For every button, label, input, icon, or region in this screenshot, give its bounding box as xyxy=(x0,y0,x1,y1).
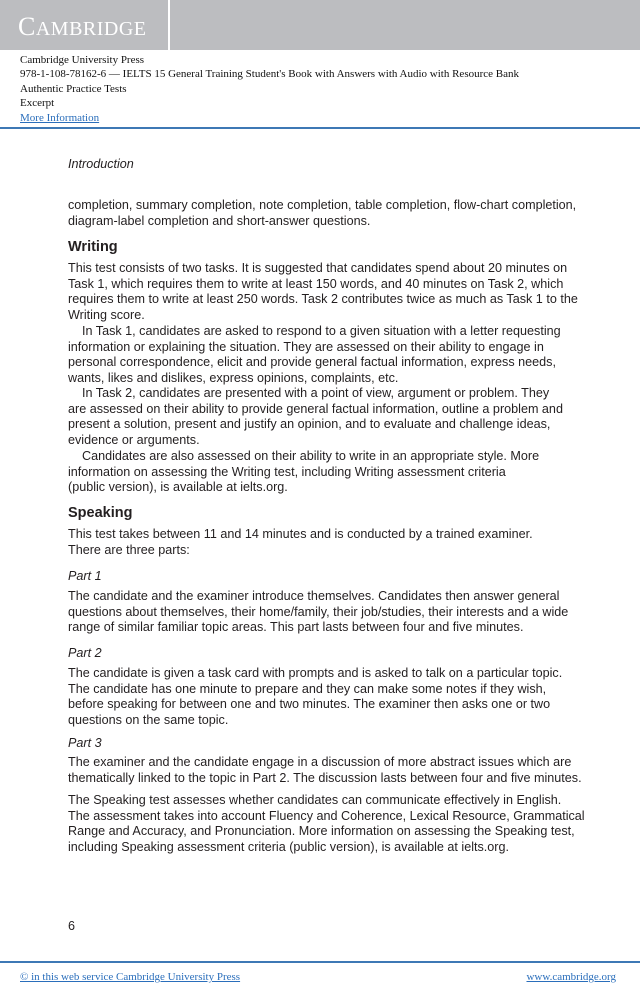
text-line: are assessed on their ability to provide general factual information, outline a problem and xyxy=(68,401,563,416)
part-heading: Part 1 xyxy=(68,569,102,583)
part-heading: Part 2 xyxy=(68,646,102,660)
text-line: The assessment takes into account Fluency and Coherence, Lexical Resource, Grammatical xyxy=(68,808,585,823)
text-line: This test takes between 11 and 14 minutes and is conducted by a trained examiner. xyxy=(68,527,533,541)
paragraph xyxy=(68,324,588,387)
isbn-title: 978-1-108-78162-6 — IELTS 15 General Training Student's Book with Answers with Audio with Resource Bank xyxy=(20,68,519,81)
text-line: completion, summary completion, note completion, table completion, flow-chart completion, xyxy=(68,198,577,212)
text-line: range of similar familiar topic areas. This part lasts between four and five minutes. xyxy=(68,620,524,635)
paragraph xyxy=(68,198,588,229)
paragraph xyxy=(68,527,588,558)
text-line: evidence or arguments. xyxy=(68,433,200,448)
text-line: present a solution, present and justify an opinion, and to evaluate and challenge ideas, xyxy=(68,417,551,432)
more-information-link[interactable]: More Information xyxy=(20,111,100,124)
text-line: including Speaking assessment criteria (public version), is available at ielts.org. xyxy=(68,840,509,855)
text-line: In Task 1, candidates are asked to respond to a given situation with a letter requesting xyxy=(68,324,561,338)
header-divider xyxy=(168,0,170,50)
text-line: wants, likes and dislikes, express opinions, complaints, etc. xyxy=(68,371,399,386)
text-line: (public version), is available at ielts.org. xyxy=(68,480,288,495)
text-line: Range and Accuracy, and Pronunciation. More information on assessing the Speaking test, xyxy=(68,824,575,839)
cambridge-website-link[interactable]: www.cambridge.org xyxy=(526,971,616,983)
text-line: personal correspondence, elicit and provide general factual information, express needs, xyxy=(68,355,556,370)
paragraph xyxy=(68,755,588,786)
text-line: information on assessing the Writing test, including Writing assessment criteria xyxy=(68,464,506,479)
part-heading: Part 3 xyxy=(68,736,102,750)
paragraph xyxy=(68,589,588,636)
publisher: Cambridge University Press xyxy=(20,54,145,66)
paragraph xyxy=(68,666,588,729)
header-rule xyxy=(0,127,640,129)
text-line: The Speaking test assesses whether candidates can communicate effectively in English. xyxy=(68,793,562,807)
text-line: Task 1, which requires them to write at least 150 words, and 40 minutes on Task 2, which xyxy=(68,276,564,291)
text-line: The candidate and the examiner introduce themselves. Candidates then answer general xyxy=(68,589,560,603)
text-line: thematically linked to the topic in Part 2. The discussion lasts between four and five minutes. xyxy=(68,770,582,785)
subtitle: Authentic Practice Tests xyxy=(20,82,127,95)
text-line: diagram-label completion and short-answer questions. xyxy=(68,213,371,228)
excerpt-label: Excerpt xyxy=(20,97,55,110)
text-line: The candidate is given a task card with prompts and is asked to talk on a particular topic. xyxy=(68,666,563,680)
paragraph xyxy=(68,449,588,496)
text-line: information or explaining the situation. They are assessed on their ability to engage in xyxy=(68,339,544,354)
text-line: requires them to write at least 250 words. Task 2 contributes twice as much as Task 1 to the xyxy=(68,292,578,307)
text-line: In Task 2, candidates are presented with a point of view, argument or problem. They xyxy=(68,386,550,400)
text-line: This test consists of two tasks. It is suggested that candidates spend about 20 minutes on xyxy=(68,261,568,275)
running-head: Introduction xyxy=(68,157,134,171)
text-line: before speaking for between one and two minutes. The examiner then asks one or two xyxy=(68,697,551,712)
cambridge-logo: CAMBRIDGE xyxy=(18,12,147,41)
text-line: The examiner and the candidate engage in a discussion of more abstract issues which are xyxy=(68,755,572,769)
page-number: 6 xyxy=(68,919,76,933)
paragraph xyxy=(68,386,588,449)
copyright-link[interactable]: © in this web service Cambridge University Press xyxy=(20,971,241,983)
footer-rule xyxy=(0,961,640,963)
text-line: Writing score. xyxy=(68,308,145,323)
paragraph xyxy=(68,261,588,324)
book-metadata xyxy=(20,53,519,125)
text-line: The candidate has one minute to prepare and they can make some notes if they wish, xyxy=(68,681,547,696)
text-line: questions on the same topic. xyxy=(68,713,229,728)
paragraph xyxy=(68,793,588,856)
section-heading: Writing xyxy=(68,239,118,255)
text-line: There are three parts: xyxy=(68,542,190,557)
text-line: questions about themselves, their home/family, their job/studies, their interests and a wide xyxy=(68,604,569,619)
section-heading: Speaking xyxy=(68,505,133,521)
text-line: Candidates are also assessed on their ability to write in an appropriate style. More xyxy=(68,449,540,463)
